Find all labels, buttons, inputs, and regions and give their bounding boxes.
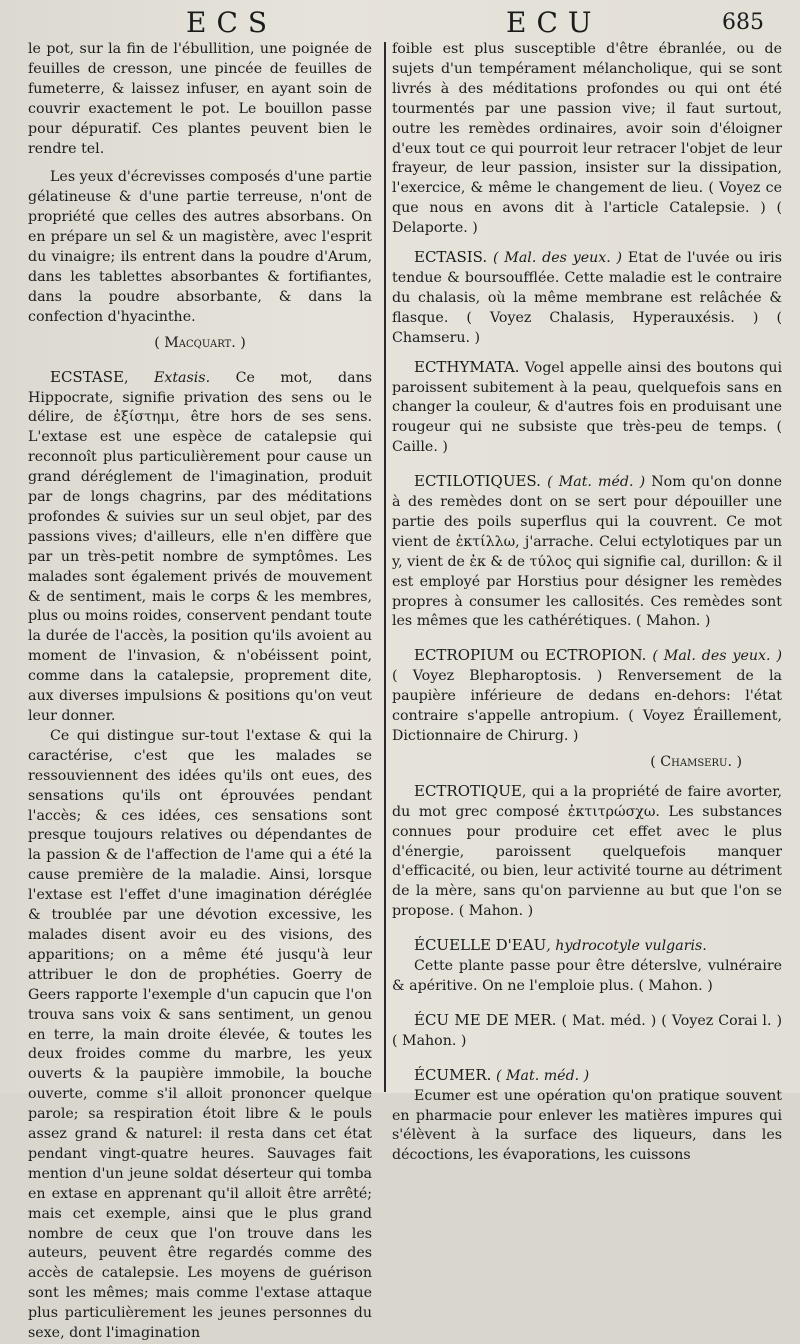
entry-ecumer [392, 1066, 782, 1087]
text-ecstase: Ce mot, dans Hippocrate, signifie privation des sens ou le délire, de ἐξίστημι, être hors de ses sens. L'extase est une espèce de catalepsie qui reconnoît plus particulièrement pour cause un grand déréglement de l'imagination, produit par de longs chagrins, par des méditations profondes & suivies sur un seul objet, par des passions vives; d'ailleurs, elle n'en diffère que par un très-petit nombre de symptômes. Les malades sont également privés de mouvement & de sentiment, mais le corps & les membres, plus ou moins roides, conservent pendant toute la durée de l'accès, la position qu'ils avoient au moment de l'invasion, & n'obéissent point, comme dans la catalepsie, proprement dite, aux diverses impulsions & positions qu'on veut leur donner. [28, 369, 373, 724]
sub-ecstase: Extasis. [153, 369, 211, 386]
text-ectrotique: , qui a la propriété de faire avorter, du mot grec composé ἐκτιτρώσχω. Les substances connues pour produire cet effet avec le plus d'énergie, paroissent quelquefois manquer d'efficacité, ou bien, leur activité tourne au détriment de la mère, sans qu'on parvienne au but que l'on se propose. ( Mahon. ) [392, 783, 782, 920]
headword-ecuelle: ÉCUELLE D'EAU [414, 936, 547, 955]
sub-ectasis: ( Mal. des yeux. ) [492, 250, 623, 267]
sub-ecuelle: , hydrocotyle vulgaris. [546, 938, 707, 955]
sub-ectilotiques: ( Mat. méd. ) [547, 474, 646, 491]
header-left: ECS [186, 6, 278, 39]
paragraph-extase-end: foible est plus susceptible d'être ébranlée, ou de sujets d'un tempérament mélancholique, qui se sont livrés à des méditations profondes ou qui ont été tourmentés par une passion vive; il faut surtout, outre les remèdes ordinaires, avoir soin d'éloigner d'eux tout ce qui pourroit leur retracer l'objet de leur frayeur, de leur passion, insister sur la dissipation, l'exercice, & même le changement de lieu. ( Voyez ce que nous en avons dit à l'article Catalepsie. ) ( Delaporte. ) [392, 41, 782, 237]
headword-ecumer: ÉCUMER. [414, 1065, 492, 1084]
right-column [392, 40, 782, 1166]
sub-ectropium: ( Mal. des yeux. ) [652, 648, 782, 665]
headword-ectrotique: ECTROTIQUE [414, 781, 522, 800]
entry-ecuelle [392, 936, 782, 957]
entry-ectropium [392, 646, 782, 747]
page-number: 685 [722, 10, 764, 35]
entry-ectrotique [392, 782, 782, 922]
paragraph-ecrevisses-end: le pot, sur la fin de l'ébullition, une poignée de feuilles de cresson, une pincée de feuilles de fumeterre, & laissez infuser, en ayant soin de couvrir exactement le pot. Le bouillon passe pour dépuratif. Ces plantes peuvent bien le rendre tel. [28, 41, 372, 157]
entry-ecthymata [392, 358, 782, 459]
entry-ectilotiques [392, 472, 782, 632]
text-ecume: ( Mat. méd. ) ( Voyez Corai l. ) ( Mahon. ) [392, 1012, 782, 1049]
sub-ecumer: ( Mat. méd. ) [495, 1067, 590, 1084]
headword-ecthymata: ECTHYMATA. [414, 357, 520, 376]
headword-ecstase: ECSTASE [50, 367, 124, 386]
headword-ectasis: ECTASIS. [414, 248, 488, 267]
column-divider [384, 42, 386, 1092]
headword-ecume: ÉCU ME DE MER. [414, 1010, 557, 1029]
entry-ecume [392, 1011, 782, 1052]
text-ectasis: Etat de l'uvée ou iris tendue & boursoufflée. Cette maladie est le contraire du chalasis, où la même membrane est relâchée & flasque. ( Voyez Chalasis, Hyperauxésis. ) ( Chamseru. ) [392, 250, 783, 346]
headword-ectilotiques: ECTILOTIQUES. [414, 472, 541, 491]
text-ecuelle: Cette plante passe pour être déterslve, vulnéraire & apéritive. On ne l'emploie plus. ( Mahon. ) [392, 958, 782, 994]
headword-ectropium: ECTROPIUM ou ECTROPION. [414, 646, 647, 665]
text-ecumer: Ecumer est une opération qu'on pratique souvent en pharmacie pour enlever les matières impures qui s'élèvent à la surface des liqueurs, dans les décoctions, les évaporations, les cuissons [392, 1087, 782, 1164]
running-header [0, 6, 800, 40]
header-right: ECU [506, 6, 602, 39]
paragraph-yeux-ecrevisses: Les yeux d'écrevisses composés d'une partie gélatineuse & d'une partie terreuse, n'ont de propriété que celles des autres absorbans. On en prépare un sel & un magistère, avec l'esprit du vinaigre; ils entrent dans la poudre d'Arum, dans les tablettes absorbantes & fortifiantes, dans la poudre absorbante, & dans la confection d'hyacinthe. [28, 169, 372, 325]
signature-chamseru: ( Chamseru. ) [650, 753, 742, 770]
left-column [28, 40, 372, 1344]
text-ectilotiques: Nom qu'on donne à des remèdes dont on se sert pour dépouiller une partie des poils superflus qui la couvrent. Ce mot vient de ἐκτίλλω, j'arrache. Celui ectylotiques par un y, vient de ἐκ & de τύλος qui signifie cal, durillon: & il est employé par Horstius pour désigner les remèdes propres à consumer les callosités. Ces remèdes sont les mêmes que les cathérétiques. ( Mahon. ) [392, 474, 782, 630]
text-ectropium: ( Voyez Blepharoptosis. ) Renversement de la paupière inférieure de dedans en-dehors: l'état contraire s'appelle antropium. ( Voyez Éraillement, Dictionnaire de Chirurg. ) [392, 668, 782, 744]
entry-ectasis [392, 248, 782, 349]
signature-macquart: ( Macquart. ) [154, 334, 246, 351]
paragraph-ecstase-2: Ce qui distingue sur-tout l'extase & qui la caractérise, c'est que les malades se ressouviennent des idées qu'ils ont eues, des sensations qu'ils ont éprouvées pendant l'accès; & ces idées, ces sensations sont presque toujours relatives ou dépendantes de la passion & de l'affection de l'ame qui a été la cause première de la maladie. Ainsi, lorsque l'extase est l'effet d'une imagination déréglée & troublée par une dévotion excessive, les malades disent avoir eu des visions, des apparitions; on a même été jusqu'à leur attribuer le don de prophéties. Goerry de Geers rapporte l'exemple d'un capucin que l'on trouva sans voix & sans sentiment, un genou en terre, la main droite élevée, & toutes les deux froides comme du marbre, les yeux ouverts & la paupière immobile, la bouche ouverte, comme s'il alloit prononcer quelque parole; sa respiration étoit libre & le pouls assez grand & naturel: il resta dans cet état pendant vingt-quatre heures. Sauvages fait mention d'un jeune soldat déserteur qui tomba en extase en apprenant qu'il alloit être arrêté; mais cet exemple, ainsi que le plus grand nombre de ceux que l'on trouve dans les auteurs, peuvent être regardés comme des accès de catalepsie. Les moyens de guérison sont les mêmes; mais comme l'extase attaque plus particulièrement les jeunes personnes du sexe, dont l'imagination [28, 727, 372, 1342]
entry-ecstase: ECSTASE, Extasis. Ce mot, dans Hippocrate, signifie privation des sens ou le délire, de ἐξίστημι, être hors de ses sens. L'extase est une espèce de catalepsie qui reconnoît plus particulièrement pour cause un grand déréglement de l'imagination, produit par de longs chagrins, par des méditations profondes & suivies sur un seul objet, par des passions vives; d'ailleurs, elle n'en diffère que par un très-petit nombre de symptômes. Les malades sont également privés de mouvement & de sentiment, mais le corps & les membres, plus ou moins roides, conservent pendant toute la durée de l'accès, la position qu'ils avoient au moment de l'invasion, & n'obéissent point, comme dans la catalepsie, proprement dite, aux diverses impulsions & positions qu'on veut leur donner. [28, 367, 373, 724]
text-ecthymata: Vogel appelle ainsi des boutons qui paroissent subitement à la peau, quelquefois sans en changer la couleur, & d'autres fois en produisant une rougeur qui ne subsiste que très-peu de temps. ( Caille. ) [392, 359, 782, 456]
